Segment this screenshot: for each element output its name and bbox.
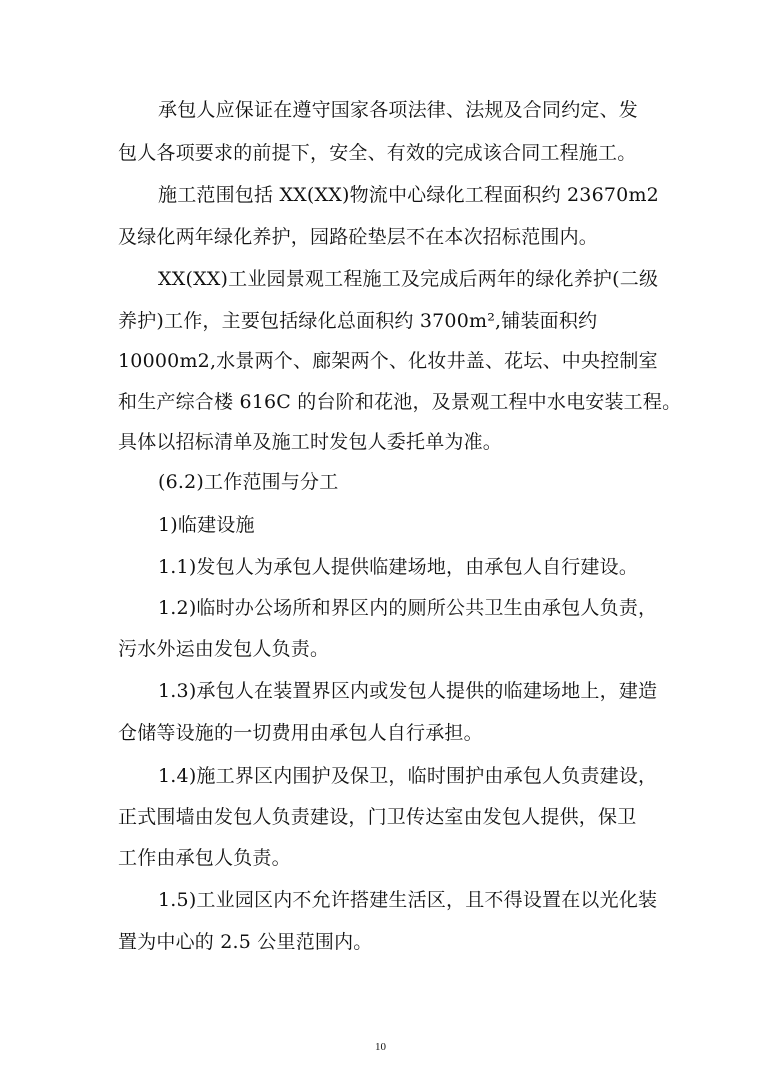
paragraph-line: 仓储等设施的一切费用由承包人自行承担。: [118, 722, 483, 744]
subsection-heading: 1)临建设施: [158, 514, 255, 536]
paragraph-line: 养护)工作，主要包括绿化总面积约 3700m²,铺装面积约: [118, 310, 598, 332]
paragraph-line: 1.4)施工界区内围护及保卫，临时围护由承包人负责建设，: [158, 765, 658, 787]
paragraph-line: 1.1)发包人为承包人提供临建场地，由承包人自行建设。: [158, 556, 639, 578]
paragraph-line: XX(XX)工业园景观工程施工及完成后两年的绿化养护(二级: [158, 268, 659, 290]
paragraph-line: 1.3)承包人在装置界区内或发包人提供的临建场地上，建造: [158, 680, 658, 702]
paragraph-line: 工作由承包人负责。: [118, 847, 291, 869]
paragraph-line: 置为中心的 2.5 公里范围内。: [118, 931, 373, 953]
paragraph-line: 具体以招标清单及施工时发包人委托单为准。: [118, 431, 503, 453]
paragraph-line: 10000m2,水景两个、廊架两个、化妆井盖、花坛、中央控制室: [118, 350, 658, 372]
section-heading: (6.2)工作范围与分工: [158, 471, 339, 493]
paragraph-line: 及绿化两年绿化养护，园路砼垫层不在本次招标范围内。: [118, 226, 599, 248]
paragraph-line: 和生产综合楼 616C 的台阶和花池，及景观工程中水电安装工程。: [118, 391, 682, 413]
page-number: 10: [375, 1041, 386, 1053]
paragraph-line: 1.5)工业园区内不允许搭建生活区，且不得设置在以光化装: [158, 889, 658, 911]
paragraph-line: 污水外运由发包人负责。: [118, 638, 330, 660]
paragraph-line: 承包人应保证在遵守国家各项法律、法规及合同约定、发: [158, 99, 639, 121]
paragraph-line: 施工范围包括 XX(XX)物流中心绿化工程面积约 23670m2: [158, 184, 659, 206]
paragraph-line: 1.2)临时办公场所和界区内的厕所公共卫生由承包人负责，: [158, 597, 658, 619]
paragraph-line: 包人各项要求的前提下，安全、有效的完成该合同工程施工。: [118, 142, 637, 164]
paragraph-line: 正式围墙由发包人负责建设，门卫传达室由发包人提供，保卫: [118, 806, 637, 828]
